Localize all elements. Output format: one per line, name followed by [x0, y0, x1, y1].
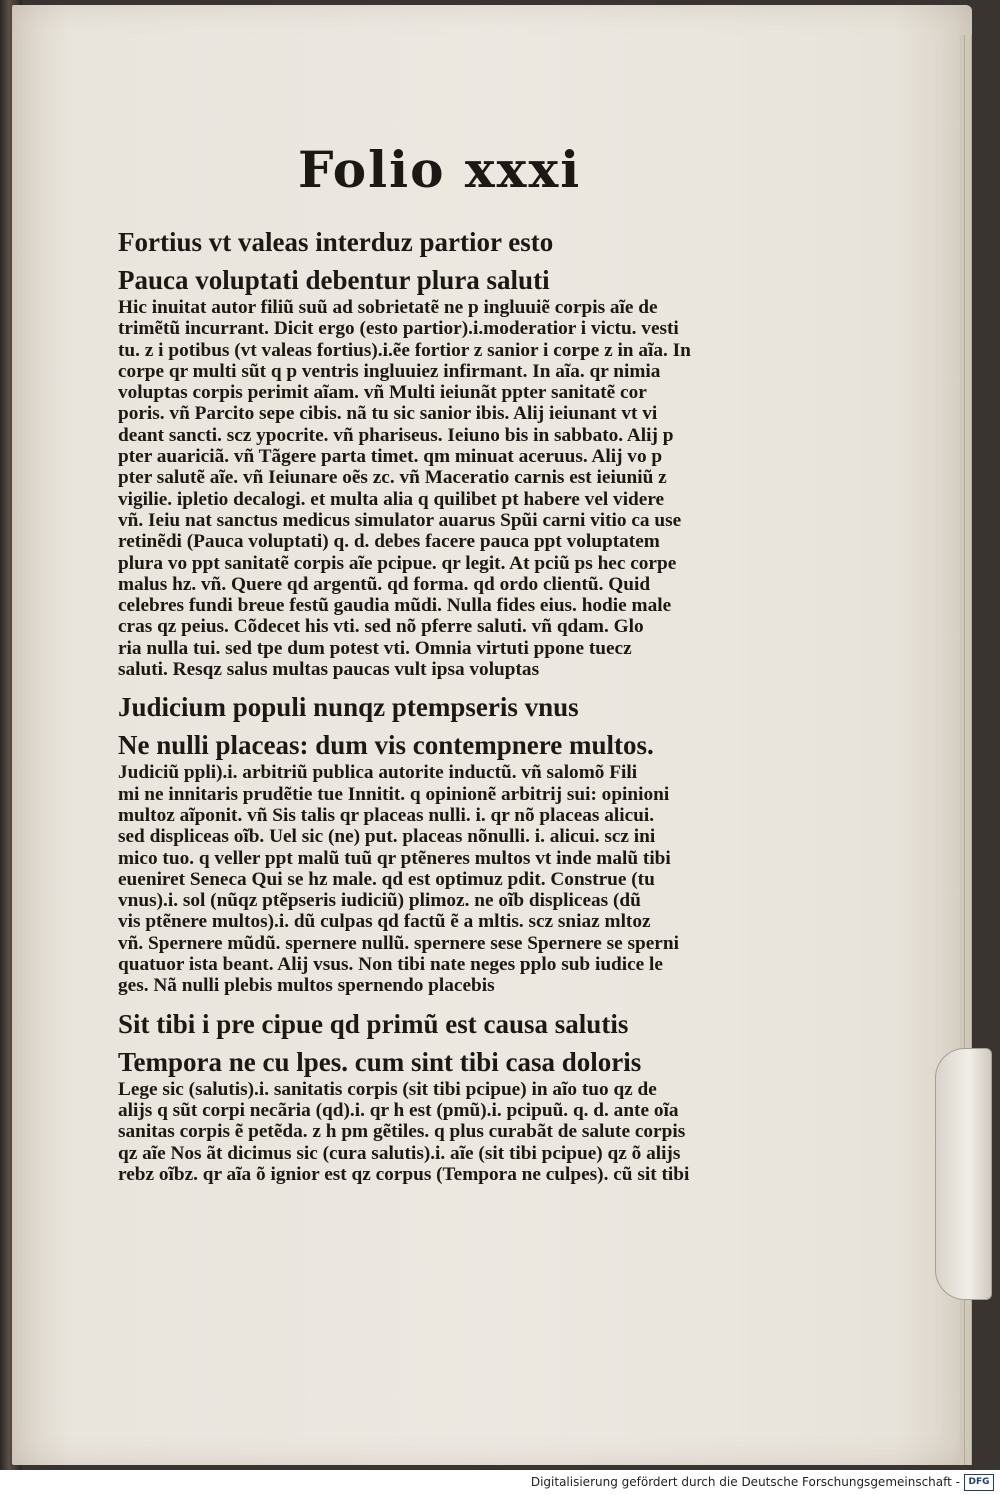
commentary-line: retinẽdi (Pauca voluptati) q. d. debes facere pauca ppt voluptatem	[118, 531, 660, 553]
commentary-line: quatuor ista beant. Alij vsus. Non tibi nate neges pplo sub iudice le	[118, 954, 663, 976]
commentary-line: vñ. Ieiu nat sanctus medicus simulator auarus Spũi carni vitio ca use	[118, 509, 682, 531]
verse-line: Sit tibi i pre cipue qd primũ est causa salutis	[118, 1008, 629, 1039]
verse-line: Fortius vt valeas interduz partior esto	[118, 227, 554, 257]
commentary-line: mico tuo. q veller ppt malũ tuũ qr ptẽneres multos vt inde malũ tibi	[118, 847, 671, 869]
text-block	[118, 135, 778, 1193]
verse-line: Tempora ne cu lpes. cum sint tibi casa doloris	[118, 1046, 642, 1077]
commentary-line: vnus).i. sol (nũqz ptẽpseris iudiciũ) plimoz. ne oĩb displiceas (dũ	[118, 890, 641, 912]
commentary-line: mi ne innitaris prudẽtie tue Innitit. q opinionẽ arbitrij sui: opinioni	[118, 783, 670, 805]
commentary-line: cras qz peius. Cõdecet his vti. sed nõ pferre saluti. vñ qdam. Glo	[118, 616, 644, 638]
commentary-line: rebz oĩbz. qr aĩa õ ignior est qz corpus (Tempora ne culpes). cũ sit tibi	[118, 1163, 690, 1185]
commentary-line: Judiciũ ppli).i. arbitriũ publica autorite inductũ. vñ salomõ Fili	[118, 762, 638, 784]
commentary-line: vis ptẽnere multos).i. dũ culpas qd factũ ẽ a mltis. scz sniaz mltoz	[118, 911, 651, 933]
verse-line: Judicium populi nunqz ptempseris vnus	[118, 692, 579, 723]
commentary-line: plura vo ppt sanitatẽ corpis aĩe pcipue. qr legit. At pciũ ps hec corpe	[118, 552, 677, 574]
section	[118, 688, 778, 998]
commentary-line: eueniret Seneca Qui se hz male. qd est optimuz pdit. Construe (tu	[118, 868, 655, 890]
commentary-line: ria nulla tui. sed tpe dum potest vti. Omnia virtuti ppone tuecz	[118, 637, 632, 659]
commentary-line: saluti. Resqz salus multas paucas vult ipsa voluptas	[118, 659, 540, 681]
commentary-line: vigilie. ipletio decalogi. et multa alia q quilibet pt habere vel videre	[118, 488, 665, 510]
commentary-line: qz aĩe Nos ãt dicimus sic (cura salutis).i. aĩe (sit tibi pcipue) qz õ alijs	[118, 1142, 681, 1164]
verse-line: Ne nulli placeas: dum vis contempnere multos.	[118, 730, 654, 761]
commentary-line: sed displiceas oĩb. Uel sic (ne) put. placeas nõnulli. i. alicui. scz ini	[118, 826, 656, 848]
page-clip	[935, 1048, 992, 1300]
commentary-line: celebres fundi breue festũ gaudia mũdi. Nulla fides eius. hodie male	[118, 595, 672, 617]
section	[118, 1005, 778, 1187]
folio-heading: Folio xxxi	[298, 140, 582, 199]
verse-line: Pauca voluptati debentur plura saluti	[118, 265, 550, 295]
footer-credit: Digitalisierung gefördert durch die Deutsche Forschungsgemeinschaft -	[530, 1475, 960, 1489]
commentary-line: Hic inuitat autor filiũ suũ ad sobrietatẽ ne p ingluuiẽ corpis aĩe de	[118, 297, 658, 318]
commentary-line: malus hz. vñ. Quere qd argentũ. qd forma. qd ordo clientũ. Quid	[118, 573, 651, 595]
commentary-line: pter salutẽ aĩe. vñ Ieiunare oẽs zc. vñ Maceratio carnis est ieiuniũ z	[118, 467, 667, 489]
sections-container	[118, 223, 778, 1187]
commentary-line: sanitas corpis ẽ petẽda. z h pm gẽtiles. q plus curabãt de salute corpis	[118, 1121, 686, 1143]
commentary-line: poris. vñ Parcito sepe cibis. nã tu sic sanior ibis. Alij ieiunant vt vi	[118, 403, 658, 425]
commentary-line: tu. z i potibus (vt valeas fortius).i.ẽe fortior z sanior i corpe z in aĩa. In	[118, 339, 691, 361]
commentary-line: deant sancti. scz ypocrite. vñ phariseus. Ieiuno bis in sabbato. Alij p	[118, 424, 674, 446]
commentary-line: alijs q sũt corpi necãria (qd).i. qr h est (pmũ).i. pcipuũ. q. d. ante oĩa	[118, 1099, 679, 1121]
dfg-logo: DFG	[964, 1474, 994, 1491]
commentary-line: Lege sic (salutis).i. sanitatis corpis (sit tibi pcipue) in aĩo tuo qz de	[118, 1078, 657, 1100]
section	[118, 223, 778, 682]
commentary-line: pter auariciã. vñ Tãgere parta timet. qm minuat aceruus. Alij vo p	[118, 446, 663, 468]
footer-bar	[0, 1470, 1000, 1495]
commentary-line: voluptas corpis perimit aĩam. vñ Multi ieiunãt ppter sanitatẽ cor	[118, 382, 647, 404]
commentary-line: corpe qr multi sũt q p ventris ingluuiez infirmant. In aĩa. qr nimia	[118, 360, 661, 382]
commentary-line: ges. Nã nulli plebis multos spernendo placebis	[118, 975, 495, 997]
commentary-line: vñ. Spernere mũdũ. spernere nullũ. spernere sese Spernere se sperni	[118, 932, 679, 954]
commentary-line: trimẽtũ incurrant. Dicit ergo (esto partior).i.moderatior i victu. vesti	[118, 318, 679, 340]
commentary-line: multoz aĩponit. vñ Sis talis qr placeas nulli. i. qr nõ placeas alicui.	[118, 804, 655, 826]
